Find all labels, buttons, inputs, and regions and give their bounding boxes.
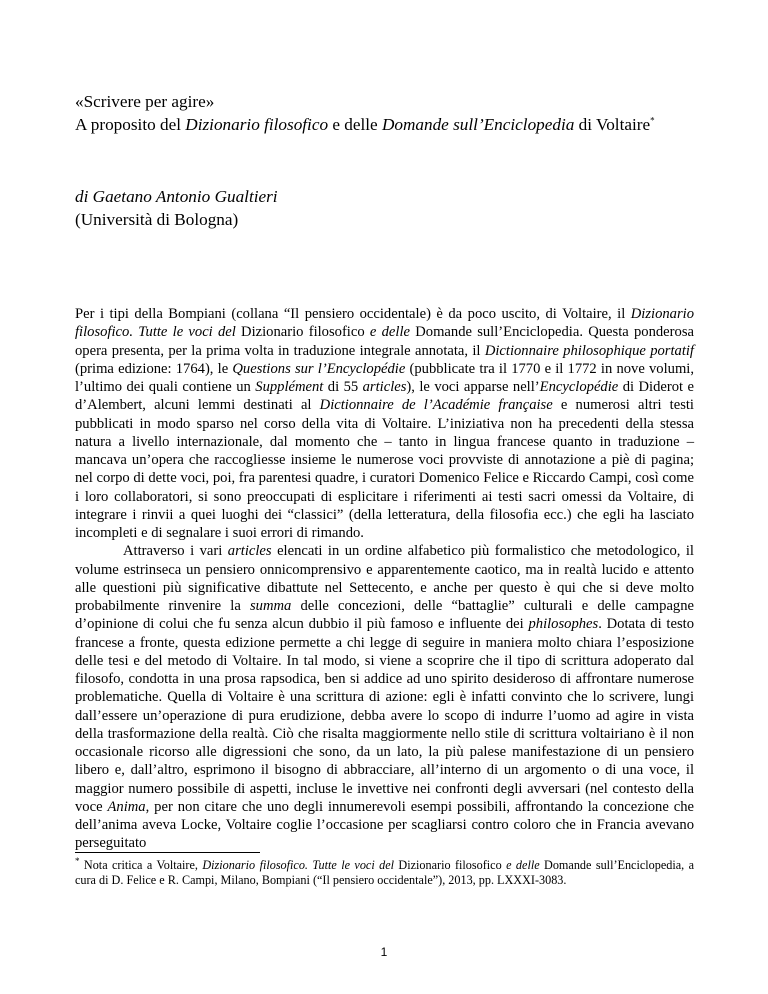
text-run: e delle [328, 115, 382, 134]
text-run: Dizionario filosofico [394, 858, 507, 872]
text-run: di Diderot e d’Alembert, alcuni lemmi destinati al [75, 379, 694, 414]
italic-text: articles [362, 379, 407, 395]
author-block [75, 185, 715, 231]
text-run: . Dotata di testo francese a fronte, questa edizione permette a chi legge di seguire in maniera molto chiara l’esposizione delle tesi e del metodo di Voltaire. In tal modo, si viene a scoprire che il tipo di scrittura adoperato dal filosofo, condotta in una prosa rapsodica, ben si addice ad uno spirito desideroso di affrontare numerose problematiche. Quella di Voltaire è una scrittura di azione: egli è infatti convinto che lo scrivere, lungi dall’essere un’operazione di pura erudizione, debba avere lo scopo di indurre l’uomo ad agire in vista della trasformazione della realtà. Ciò che risalta maggiormente nello stile di scrittura voltairiano è il non occasionale ricorso alle digressioni che sono, da un lato, la più palese manifestazione di un pensiero libero e, dall’altro, esprimono il bisogno di abbracciare, all’interno di un argomento o di una voce, il maggior numero possibile di aspetti, incluse le invettive nei confronti degli avversari (nel contesto della voce [75, 616, 694, 815]
italic-text: Dizionario filosofico. Tutte le voci del [75, 306, 694, 341]
text-run: Domande sull’Enciclopedia. Questa ponderosa opera presenta, per la prima volta in traduzione integrale annotata, il [75, 324, 694, 359]
footnote-separator [75, 852, 260, 853]
text-run: Per i tipi della Bompiani (collana “Il pensiero occidentale) è da poco uscito, di Voltaire, il [75, 306, 631, 322]
text-run: Nota critica a Voltaire, [79, 858, 203, 872]
text-run: delle concezioni, delle “battaglie” culturali e delle campagne d’opinione di colui che fu senza alcun dubbio il più famoso e influente dei [75, 598, 694, 633]
text-run: di Voltaire [574, 115, 651, 134]
italic-text: Dictionnaire philosophique portatif [484, 342, 694, 359]
text-run: elencati in un ordine alfabetico più formalistico che metodologico, il volume estrinseca un pensiero onnicomprensivo e apparentemente caotico, ma in realtà lucido e attento alle questioni più significative dibattute nel Settecento, e anche per questo è qui che si deve molto probabilmente rinvenire la [75, 543, 694, 614]
title-block [75, 90, 715, 136]
author-name: di Gaetano Antonio Gualtieri [75, 187, 278, 206]
text-run: Dizionario filosofico [235, 324, 370, 341]
title-line-2-text [75, 115, 650, 134]
italic-text: Dictionnaire de l’Académie française [319, 397, 553, 414]
text-run: ), le voci apparse nell’ [406, 379, 540, 395]
italic-text: Questions sur l’Encyclopédie [232, 360, 406, 377]
italic-text: e delle [369, 324, 410, 341]
text-run: , per non citare che uno degli innumerevoli esempi possibili, affrontando la concezione che dell’anima aveva Locke, Voltaire coglie l’occasione per scagliarsi contro coloro che in Francia avevano perseguitato [75, 798, 694, 852]
text-run: (pubblicate tra il 1770 e il 1772 in nove volumi, l’ultimo dei quali contiene un [75, 360, 694, 395]
italic-text: philosophes [528, 616, 599, 633]
text-run: A proposito del [75, 115, 186, 134]
italic-text: Encyclopédie [539, 379, 619, 395]
italic-text: Supplément [255, 379, 324, 395]
italic-text: articles [227, 543, 272, 560]
body-text [75, 305, 694, 853]
footnote [75, 855, 694, 888]
footnote-text [75, 855, 694, 888]
text-run: di 55 [323, 379, 363, 395]
title-line-2 [75, 113, 715, 136]
italic-text: Dizionario filosofico. Tutte le voci del [202, 858, 395, 872]
page-number: 1 [380, 945, 388, 959]
author-affiliation: (Università di Bologna) [75, 210, 239, 229]
footnote-marker: * [650, 115, 655, 126]
italic-text: Domande sull’Enciclopedia [381, 115, 575, 134]
footnote-marker-bottom: * [75, 855, 80, 866]
paragraph [75, 305, 694, 542]
text-run: Attraverso i vari [123, 543, 228, 560]
paragraph [75, 542, 694, 852]
title-line-1: «Scrivere per agire» [75, 92, 215, 111]
italic-text: e delle [506, 858, 540, 872]
text-run: (prima edizione: 1764), le [75, 360, 233, 377]
italic-text: Anima [107, 798, 146, 815]
italic-text: summa [249, 598, 292, 614]
text-run: Domande sull’Enciclopedia, a cura di D. Felice e R. Campi, Milano, Bompiani (“Il pensiero occidentale”), 2013, pp. LXXXI-3083. [75, 858, 694, 888]
text-run: e numerosi altri testi pubblicati in modo sparso nel corso della vita di Voltaire. L’iniziativa non ha precedenti della stessa natura a livello internazionale, dal momento che – tanto in lingua francese quanto in traduzione – mancava un’opera che raccogliesse insieme le numerose voci provviste di annotazione a piè di pagina; nel corpo di dette voci, poi, fra parentesi quadre, i curatori Domenico Felice e Riccardo Campi, così come i loro collaboratori, si sono preoccupati di esplicitare i riferimenti ai testi sacri omessi da Voltaire, di integrare i rinvii a quei luoghi dei “classici” (della letteratura, della filosofia ecc.) che egli ha lasciato incompleti e di segnalare i suoi errori di rimando. [75, 397, 694, 541]
italic-text: Dizionario filosofico [185, 115, 329, 134]
